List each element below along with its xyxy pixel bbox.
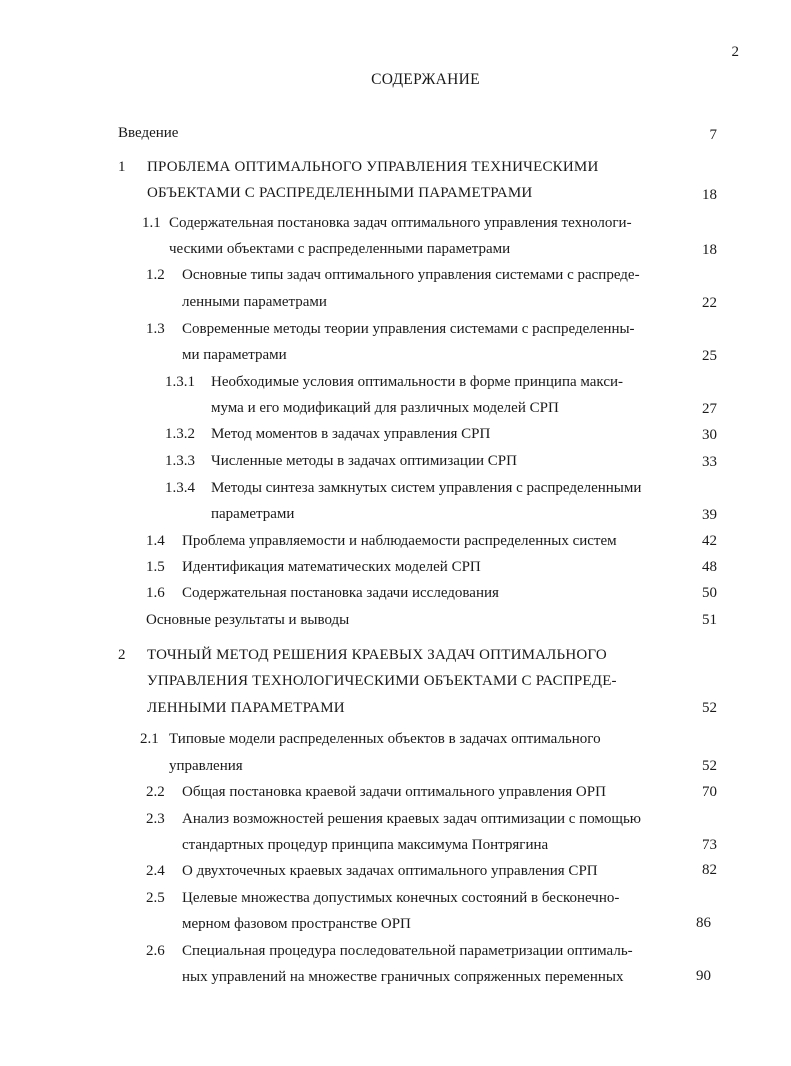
toc-page: 52: [702, 700, 717, 716]
toc-page: 27: [702, 401, 717, 417]
page-number: 2: [731, 44, 739, 60]
toc-page: 50: [702, 585, 717, 601]
toc-title-line: параметрами: [211, 506, 295, 522]
toc-title-line: ленными параметрами: [182, 294, 327, 310]
toc-page: 30: [702, 427, 717, 443]
toc-number: 1.3: [146, 321, 165, 337]
toc-title-line: О двухточечных краевых задачах оптимального управления СРП: [182, 863, 598, 879]
toc-number: 2.3: [146, 811, 165, 827]
toc-title-line: ЛЕННЫМИ ПАРАМЕТРАМИ: [147, 700, 345, 716]
toc-page: 18: [702, 242, 717, 258]
toc-title-line: Численные методы в задачах оптимизации СРП: [211, 453, 517, 469]
toc-number: 2.5: [146, 890, 165, 906]
toc-title-line: УПРАВЛЕНИЯ ТЕХНОЛОГИЧЕСКИМИ ОБЪЕКТАМИ С РАСПРЕДЕ-: [147, 673, 617, 689]
toc-page: 70: [702, 784, 717, 800]
toc-page: 73: [702, 837, 717, 853]
toc-title-line: Метод моментов в задачах управления СРП: [211, 426, 491, 442]
toc-page: 22: [702, 295, 717, 311]
toc-page: 39: [702, 507, 717, 523]
toc-title-line: ми параметрами: [182, 347, 287, 363]
toc-page: 33: [702, 454, 717, 470]
toc-title-line: ческими объектами с распределенными параметрами: [169, 241, 511, 257]
toc-number: 2.6: [146, 943, 165, 959]
toc-title-line: ТОЧНЫЙ МЕТОД РЕШЕНИЯ КРАЕВЫХ ЗАДАЧ ОПТИМАЛЬНОГО: [147, 647, 607, 663]
toc-number: 1: [118, 159, 126, 175]
toc-page: 25: [702, 348, 717, 364]
toc-title-line: Целевые множества допустимых конечных состояний в бесконечно-: [182, 890, 620, 906]
toc-title-line: Современные методы теории управления системами с распределенны-: [182, 321, 635, 337]
toc-number: 1.6: [146, 585, 165, 601]
toc-title-line: ных управлений на множестве граничных сопряженных переменных: [182, 969, 624, 985]
toc-label: Введение: [118, 125, 179, 141]
toc-number: 1.4: [146, 533, 165, 549]
toc-title-line: Идентификация математических моделей СРП: [182, 559, 481, 575]
toc-title-line: Общая постановка краевой задачи оптимального управления ОРП: [182, 784, 606, 800]
toc-number: 1.3.2: [165, 426, 195, 442]
toc-title-line: Методы синтеза замкнутых систем управления с распределенными: [211, 480, 642, 496]
toc-number: 1.3.3: [165, 453, 195, 469]
toc-title-line: ОБЪЕКТАМИ С РАСПРЕДЕЛЕННЫМИ ПАРАМЕТРАМИ: [147, 185, 533, 201]
toc-number: 1.3.1: [165, 374, 195, 390]
toc-title-line: Типовые модели распределенных объектов в задачах оптимального: [169, 731, 601, 747]
toc-number: 2: [118, 647, 126, 663]
toc-number: 1.1: [142, 215, 161, 231]
toc-title-line: Основные типы задач оптимального управления системами с распреде-: [182, 267, 640, 283]
toc-label: Основные результаты и выводы: [146, 612, 350, 628]
toc-number: 2.2: [146, 784, 165, 800]
toc-page: 42: [702, 533, 717, 549]
toc-title-line: стандартных процедур принципа максимума Понтрягина: [182, 837, 549, 853]
toc-number: 1.3.4: [165, 480, 195, 496]
toc-title-line: Содержательная постановка задач оптимального управления технологи-: [169, 215, 632, 231]
toc-number: 2.4: [146, 863, 165, 879]
toc-number: 1.5: [146, 559, 165, 575]
page-title: СОДЕРЖАНИЕ: [371, 71, 480, 88]
toc-title-line: Необходимые условия оптимальности в форме принципа макси-: [211, 374, 624, 390]
toc-number: 2.1: [140, 731, 159, 747]
toc-page: 48: [702, 559, 717, 575]
toc-page: 51: [702, 612, 717, 628]
toc-title-line: Проблема управляемости и наблюдаемости распределенных систем: [182, 533, 617, 549]
toc-title-line: мерном фазовом пространстве ОРП: [182, 916, 411, 932]
toc-page: 7: [709, 127, 717, 143]
toc-title-line: управления: [169, 758, 243, 774]
toc-title-line: Содержательная постановка задачи исследования: [182, 585, 499, 601]
toc-page: 52: [702, 758, 717, 774]
toc-page: 82: [702, 862, 717, 878]
toc-title-line: мума и его модификаций для различных моделей СРП: [211, 400, 559, 416]
toc-number: 1.2: [146, 267, 165, 283]
toc-title-line: ПРОБЛЕМА ОПТИМАЛЬНОГО УПРАВЛЕНИЯ ТЕХНИЧЕСКИМИ: [147, 159, 599, 175]
toc-title-line: Специальная процедура последовательной параметризации оптималь-: [182, 943, 633, 959]
toc-page: 18: [702, 187, 717, 203]
toc-title-line: Анализ возможностей решения краевых задач оптимизации с помощью: [182, 811, 641, 827]
toc-page: 90: [696, 968, 711, 984]
toc-page: 86: [696, 915, 711, 931]
